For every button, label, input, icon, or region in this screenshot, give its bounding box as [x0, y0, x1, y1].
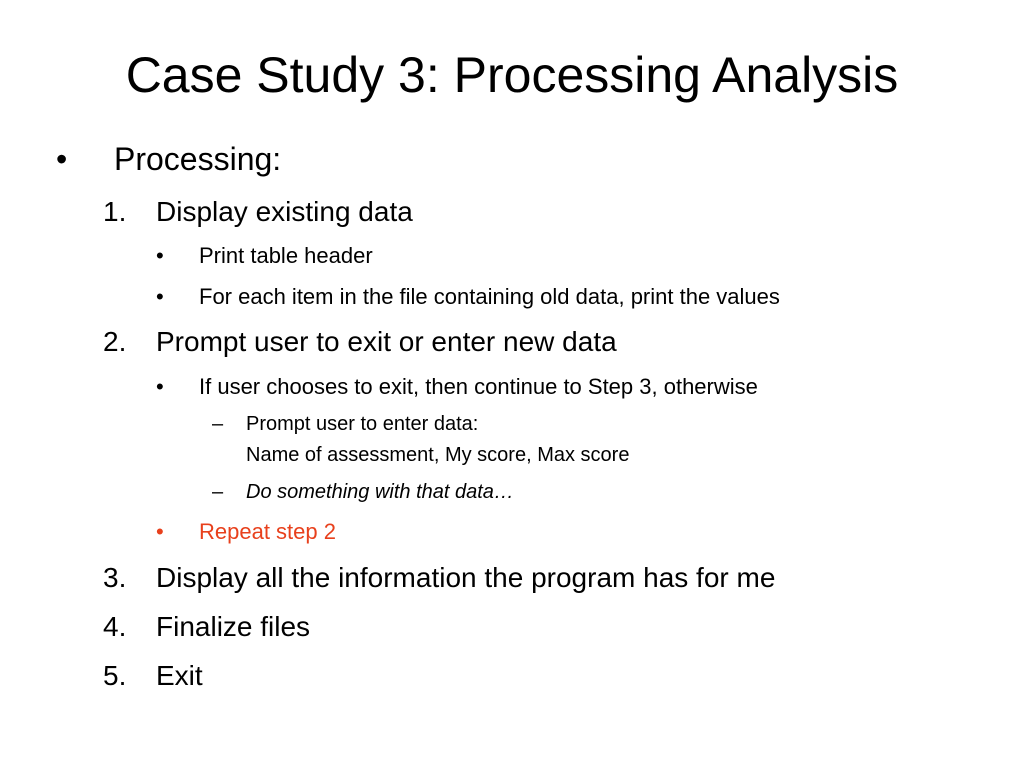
step-4-text: Finalize files — [156, 611, 311, 642]
step-2-detail-line: Name of assessment, My score, Max score — [246, 444, 630, 466]
step-number: 2. — [103, 326, 127, 357]
dash-marker: – — [212, 481, 224, 503]
dash-marker: – — [212, 413, 224, 435]
bullet-marker: • — [156, 284, 164, 309]
processing-heading: Processing: — [114, 141, 282, 177]
step-number: 3. — [103, 562, 127, 593]
step-1-text: Display existing data — [156, 196, 413, 227]
step-2-detail-line: Do something with that data… — [246, 481, 514, 503]
step-number: 5. — [103, 660, 127, 691]
slide-title: Case Study 3: Processing Analysis — [125, 47, 899, 103]
repeat-step-highlight: Repeat step 2 — [199, 519, 336, 544]
step-5-text: Exit — [156, 660, 203, 691]
step-3-text: Display all the information the program has for me — [156, 562, 776, 593]
bullet-marker: • — [156, 374, 164, 399]
step-number: 4. — [103, 611, 127, 642]
step-2-text: Prompt user to exit or enter new data — [156, 326, 617, 357]
bullet-marker: • — [56, 141, 68, 177]
step-2-detail-line: Prompt user to enter data: — [246, 413, 479, 435]
bullet-marker: • — [156, 519, 164, 544]
step-1-subitem: For each item in the file containing old data, print the values — [199, 284, 780, 309]
step-2-subitem: If user chooses to exit, then continue to Step 3, otherwise — [199, 374, 758, 399]
step-1-subitem: Print table header — [199, 243, 373, 268]
step-number: 1. — [103, 196, 127, 227]
bullet-marker: • — [156, 243, 164, 268]
